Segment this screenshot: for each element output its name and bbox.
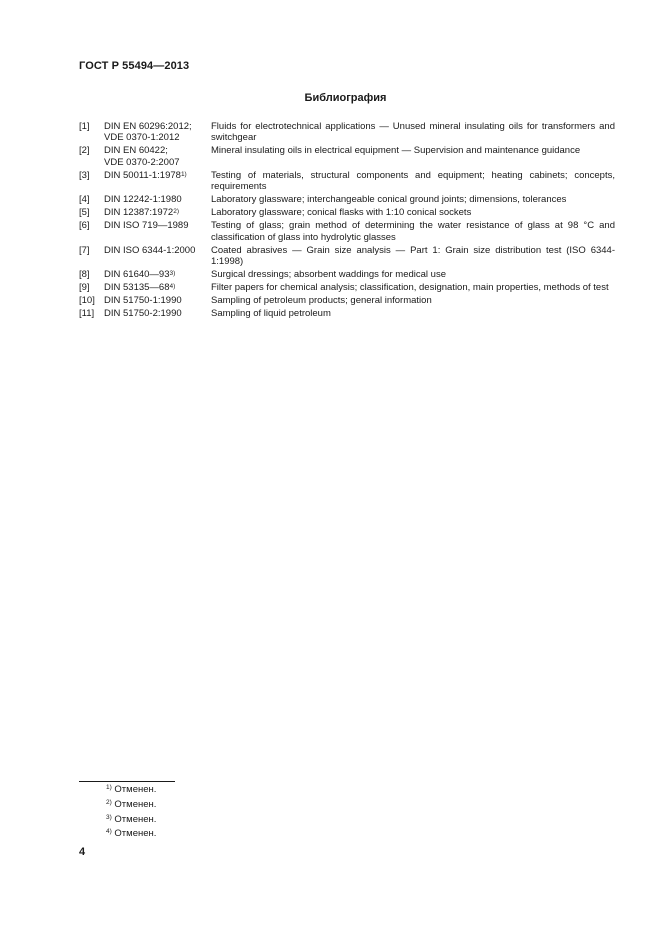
bibliography-entry bbox=[79, 295, 615, 306]
bibliography-entry bbox=[79, 269, 615, 280]
entry-number: [10] bbox=[79, 295, 95, 307]
entry-description: Surgical dressings; absorbent waddings for medical use bbox=[211, 269, 446, 281]
entry-number: [5] bbox=[79, 207, 90, 219]
bibliography-entry bbox=[79, 220, 615, 243]
footnote-mark: 2) bbox=[106, 798, 112, 806]
entry-description: Coated abrasives — Grain size analysis — Part 1: Grain size distribution test (ISO 6344-1:1998) bbox=[211, 244, 615, 268]
standard-ref-text: DIN 51750-2:1990 bbox=[104, 308, 182, 320]
standard-ref-text: VDE 0370-2:2007 bbox=[104, 156, 180, 168]
bibliography-entry bbox=[79, 145, 615, 168]
entry-description: Laboratory glassware; conical flasks with 1:10 conical sockets bbox=[211, 207, 472, 219]
entry-description: Testing of glass; grain method of determining the water resistance of glass at 98 °C and classification of glass into hydrolytic glasses bbox=[211, 220, 615, 243]
footnote bbox=[106, 798, 156, 813]
footnote bbox=[106, 783, 156, 798]
standard-ref-line bbox=[104, 170, 211, 181]
entry-number: [4] bbox=[79, 194, 90, 206]
bibliography-entry bbox=[79, 282, 615, 293]
standard-ref-text: DIN 12242-1:1980 bbox=[104, 194, 182, 206]
footnote bbox=[106, 827, 156, 842]
page-number: 4 bbox=[79, 846, 86, 858]
entry-standard-ref bbox=[104, 245, 211, 268]
footnote-mark: 3) bbox=[106, 813, 112, 821]
footnote-mark: 1) bbox=[106, 784, 112, 791]
standard-ref-text: DIN ISO 719—1989 bbox=[104, 220, 189, 232]
entry-description: Laboratory glassware; interchangeable conical ground joints; dimensions, tolerances bbox=[211, 194, 567, 206]
footnote-text: Отменен. bbox=[114, 813, 157, 825]
standard-ref-text: DIN ISO 6344-1:2000 bbox=[104, 244, 196, 256]
standard-ref-text: DIN EN 60422; bbox=[104, 145, 168, 157]
footnote-reference: 4) bbox=[169, 283, 176, 291]
entry-description: Fluids for electrotechnical applications — Unused mineral insulating oils for transformers and switchgear bbox=[211, 121, 615, 144]
footnote-mark: 4) bbox=[106, 828, 112, 836]
entry-description: Testing of materials, structural components and equipment; heating cabinets; concepts, requirements bbox=[211, 169, 615, 193]
entry-description: Filter papers for chemical analysis; classification, designation, main properties, methods of test bbox=[211, 282, 609, 294]
standard-ref-text: DIN 50011-1:1978 bbox=[104, 169, 181, 181]
entry-number: [2] bbox=[79, 145, 90, 157]
entry-standard-ref bbox=[104, 194, 211, 205]
footnote-reference: 1) bbox=[180, 170, 187, 178]
bibliography-list bbox=[79, 121, 615, 321]
footnote-reference: 2) bbox=[173, 208, 179, 216]
entry-number: [6] bbox=[79, 220, 90, 232]
standard-ref-text: DIN EN 60296:2012; bbox=[104, 121, 192, 132]
bibliography-entry bbox=[79, 207, 615, 218]
entry-standard-ref bbox=[104, 145, 211, 168]
standard-ref-line bbox=[104, 220, 211, 231]
entry-standard-ref bbox=[104, 295, 211, 306]
entry-number: [7] bbox=[79, 244, 90, 256]
standard-ref-line bbox=[104, 194, 211, 205]
entry-number: [1] bbox=[79, 121, 90, 132]
entry-standard-ref bbox=[104, 220, 211, 243]
standard-ref-line bbox=[104, 207, 211, 218]
standard-ref-line bbox=[104, 308, 211, 319]
entry-standard-ref bbox=[104, 282, 211, 293]
standard-ref-line bbox=[104, 121, 211, 132]
entry-description: Mineral insulating oils in electrical equipment — Supervision and maintenance guidance bbox=[211, 145, 581, 157]
standard-ref-line bbox=[104, 269, 211, 280]
entry-standard-ref bbox=[104, 269, 211, 280]
entry-standard-ref bbox=[104, 308, 211, 319]
entry-number: [9] bbox=[79, 282, 90, 294]
bibliography-entry bbox=[79, 170, 615, 193]
footnote-text: Отменен. bbox=[114, 798, 157, 810]
standard-ref-text: DIN 61640—93 bbox=[104, 269, 170, 281]
standard-ref-line bbox=[104, 132, 211, 143]
entry-number: [3] bbox=[79, 169, 90, 181]
standard-ref-line bbox=[104, 295, 211, 306]
footnote-text: Отменен. bbox=[114, 828, 157, 840]
entry-standard-ref bbox=[104, 170, 211, 193]
footnote bbox=[106, 813, 156, 828]
standard-ref-text: DIN 12387:1972 bbox=[104, 207, 174, 219]
document-id: ГОСТ Р 55494—2013 bbox=[79, 60, 190, 72]
entry-description: Sampling of petroleum products; general information bbox=[211, 295, 432, 307]
entry-description: Sampling of liquid petroleum bbox=[211, 308, 331, 320]
entry-number: [11] bbox=[79, 308, 95, 320]
bibliography-title: Библиография bbox=[304, 92, 387, 104]
bibliography-entry bbox=[79, 245, 615, 268]
footnotes bbox=[106, 783, 156, 842]
bibliography-entry bbox=[79, 194, 615, 205]
standard-ref-text: DIN 53135—68 bbox=[104, 282, 170, 294]
bibliography-entry bbox=[79, 308, 615, 319]
standard-ref-line bbox=[104, 145, 211, 156]
entry-standard-ref bbox=[104, 121, 211, 144]
bibliography-entry bbox=[79, 121, 615, 144]
standard-ref-line bbox=[104, 245, 211, 256]
entry-standard-ref bbox=[104, 207, 211, 218]
standard-ref-text: VDE 0370-1:2012 bbox=[104, 132, 180, 144]
standard-ref-line bbox=[104, 282, 211, 293]
footnote-reference: 3) bbox=[169, 270, 176, 278]
footnote-divider bbox=[79, 781, 175, 782]
standard-ref-text: DIN 51750-1:1990 bbox=[104, 295, 182, 307]
entry-number: [8] bbox=[79, 269, 90, 281]
footnote-text: Отменен. bbox=[114, 784, 157, 795]
standard-ref-line bbox=[104, 157, 211, 168]
